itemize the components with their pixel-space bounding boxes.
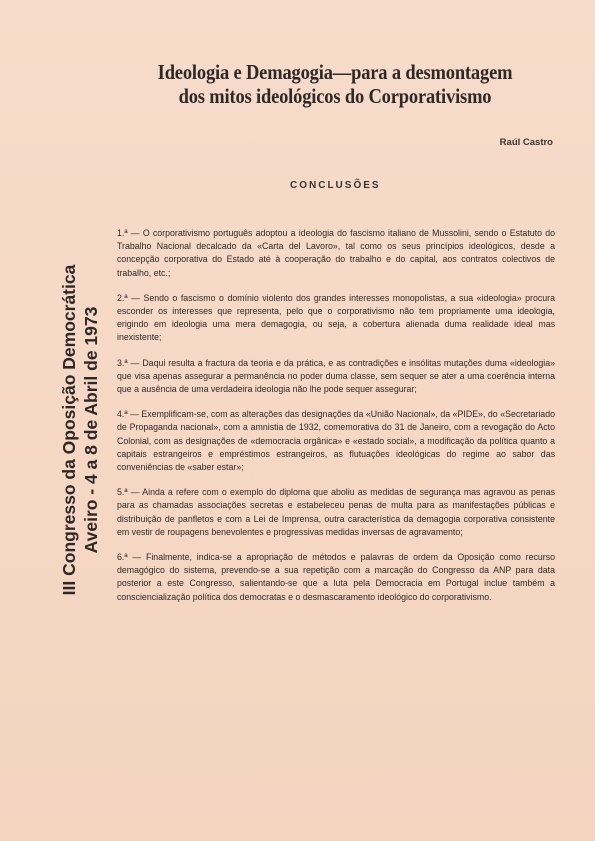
- conclusion-number: 4.ª —: [117, 409, 139, 420]
- conclusion-text: Exemplificam-se, com as alterações das designações da «União Nacional», da «PIDE», do «Secretariado de Propaganda nacional», com a amnistia de 1932, comemorativa do 31 de Janeiro, com a revogação do Acto Colonial, com as designações de «democracia orgânica» e «estado social», a modificação da política quanto a capitais estrangeiros e empréstimos estrangeiros, as flutuações ideológicas do regime ao sabor das conveniências de «saber estar»;: [117, 409, 555, 473]
- side-caption: [55, 250, 105, 610]
- title-line-2: dos mitos ideológicos do Corporativismo: [178, 84, 492, 109]
- author-name: Raúl Castro: [499, 137, 553, 148]
- conclusion-number: 2.ª —: [117, 292, 140, 303]
- conclusion-text: Daqui resulta a fractura da teoria e da prática, e as contradições e insólitas mutações duma «ideologia» que visa apenas assegurar a permanência no poder duma classe, sem sequer se ater a uma coerência interna que a ausência de uma verdadeira ideologia não lhe pode sequer assegurar;: [117, 357, 555, 395]
- title-line-1: Ideologia e Demagogia—para a desmontagem: [157, 60, 513, 85]
- conclusion-number: 5.ª —: [117, 487, 140, 498]
- conclusion-text: O corporativismo português adoptou a ideologia do fascismo italiano de Mussolini, sendo o Estatuto do Trabalho Nacional decalcado da «Carta del Lavoro», tal como os seus princípios ideológicos, desde a concepção corporativa do Estado até à cooperação do trabalho e do capital, aos contratos colectivos de trabalho, etc.;: [117, 228, 555, 278]
- conclusion-item: [117, 486, 555, 539]
- conclusion-item: [117, 357, 555, 397]
- conclusion-item: [117, 408, 555, 474]
- conclusion-number: 1.ª —: [117, 228, 140, 238]
- section-heading: CONCLUSÕES: [290, 180, 381, 191]
- conclusion-item: [117, 292, 555, 345]
- side-caption-line-1: III Congresso da Oposição Democrática: [59, 264, 79, 596]
- document-title: [133, 60, 537, 108]
- conclusion-text: Finalmente, indica-se a apropriação de métodos e palavras de ordem da Oposição como recurso demagógico do sistema, prevendo-se a sua repetição com a marcação do Congresso da ANP para data posterior a este Congresso, salientando-se que a luta pela Democracia em Portugal inclue também a consciencialização política dos democratas e o desmascaramento ideológico do corporativismo.: [117, 552, 555, 602]
- conclusion-text: Sendo o fascismo o domínio violento dos grandes interesses monopolistas, a sua «ideologia» procura esconder os interesses que representa, pelo que o corporativismo não tem propriamente uma ideologia, erigindo em ideologia uma mera demagogia, ou seja, a cobertura alienada duma realidade ideal mas inexistente;: [117, 292, 555, 343]
- conclusion-item: [117, 551, 555, 604]
- side-caption-line-2: Aveiro - 4 a 8 de Abril de 1973: [81, 306, 101, 554]
- conclusion-text: Ainda a refere com o exemplo do diploma que aboliu as medidas de segurança mas agravou as penas para as chamadas associações secretas e estabeleceu penas de multa para as manifestações públicas e distribuição de panfletos e com a Lei de Imprensa, outra característica da demagogia corporativa consistente em vestir de roupagens benevolentes e progressivas medidas inversas de agravamento;: [117, 487, 555, 537]
- conclusion-number: 6.ª —: [117, 552, 142, 563]
- conclusion-number: 3.ª —: [117, 357, 140, 368]
- conclusion-item: [117, 227, 555, 280]
- conclusions-list: [117, 227, 555, 616]
